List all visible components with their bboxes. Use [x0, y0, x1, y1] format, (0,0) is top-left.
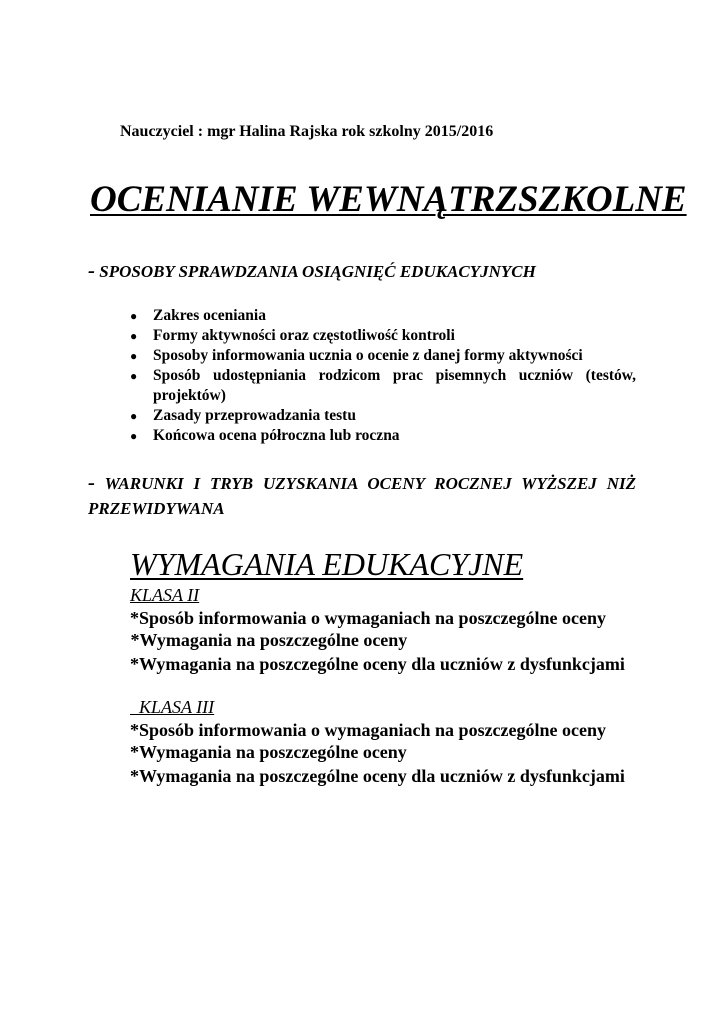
- section-conditions-title: WARUNKI I TRYB UZYSKANIA OCENY ROCZNEJ WYŻSZEJ NIŻ PRZEWIDYWANA: [88, 474, 636, 518]
- list-item-text: Sposób udostępniania rodzicom prac pisemnych uczniów (testów, projektów): [153, 367, 636, 404]
- bullet-icon: ●: [130, 429, 138, 443]
- list-item-text: Końcowa ocena półroczna lub roczna: [153, 427, 400, 444]
- class2-label: KLASA II: [130, 585, 200, 605]
- class2-line: *Wymagania na poszczególne oceny: [126, 630, 408, 650]
- list-item: [130, 306, 636, 326]
- class3-line: *Wymagania na poszczególne oceny: [130, 742, 407, 762]
- section-dash: -: [88, 470, 95, 494]
- bullet-icon: ●: [130, 309, 138, 323]
- list-item-text: Formy aktywności oraz częstotliwość kontroli: [153, 327, 455, 344]
- teacher-header: Nauczyciel : mgr Halina Rajska rok szkolny 2015/2016: [120, 123, 494, 140]
- list-item-text: Zasady przeprowadzania testu: [153, 407, 356, 424]
- list-item: [130, 366, 636, 406]
- requirements-title: WYMAGANIA EDUKACYJNE: [130, 546, 524, 582]
- class2-line: *Sposób informowania o wymaganiach na poszczególne oceny: [130, 608, 607, 628]
- class3-label-text: KLASA III: [139, 697, 215, 717]
- bullet-icon: ●: [130, 409, 138, 423]
- section-methods-heading: [88, 258, 536, 283]
- list-item: [130, 426, 636, 446]
- list-item: [130, 326, 636, 346]
- class3-line: *Wymagania na poszczególne oceny dla uczniów z dysfunkcjami: [130, 766, 625, 786]
- bullet-icon: ●: [130, 329, 138, 343]
- list-item-text: Sposoby informowania ucznia o ocenie z danej formy aktywności: [153, 347, 583, 364]
- page-title: OCENIANIE WEWNĄTRZSZKOLNE: [90, 179, 687, 220]
- bullet-icon: ●: [130, 349, 138, 363]
- list-item: [130, 406, 636, 426]
- list-item-text: Zakres oceniania: [153, 307, 266, 324]
- section-dash: -: [88, 258, 95, 282]
- class3-line: *Sposób informowania o wymaganiach na poszczególne oceny: [130, 720, 607, 740]
- section-conditions-heading: [88, 470, 636, 521]
- class2-line: *Wymagania na poszczególne oceny dla uczniów z dysfunkcjami: [130, 654, 625, 674]
- section-methods-title: SPOSOBY SPRAWDZANIA OSIĄGNIĘĆ EDUKACYJNYCH: [95, 262, 536, 281]
- list-item: [130, 346, 636, 366]
- class3-label: [130, 697, 214, 718]
- methods-list: [130, 306, 636, 446]
- bullet-icon: ●: [130, 369, 138, 383]
